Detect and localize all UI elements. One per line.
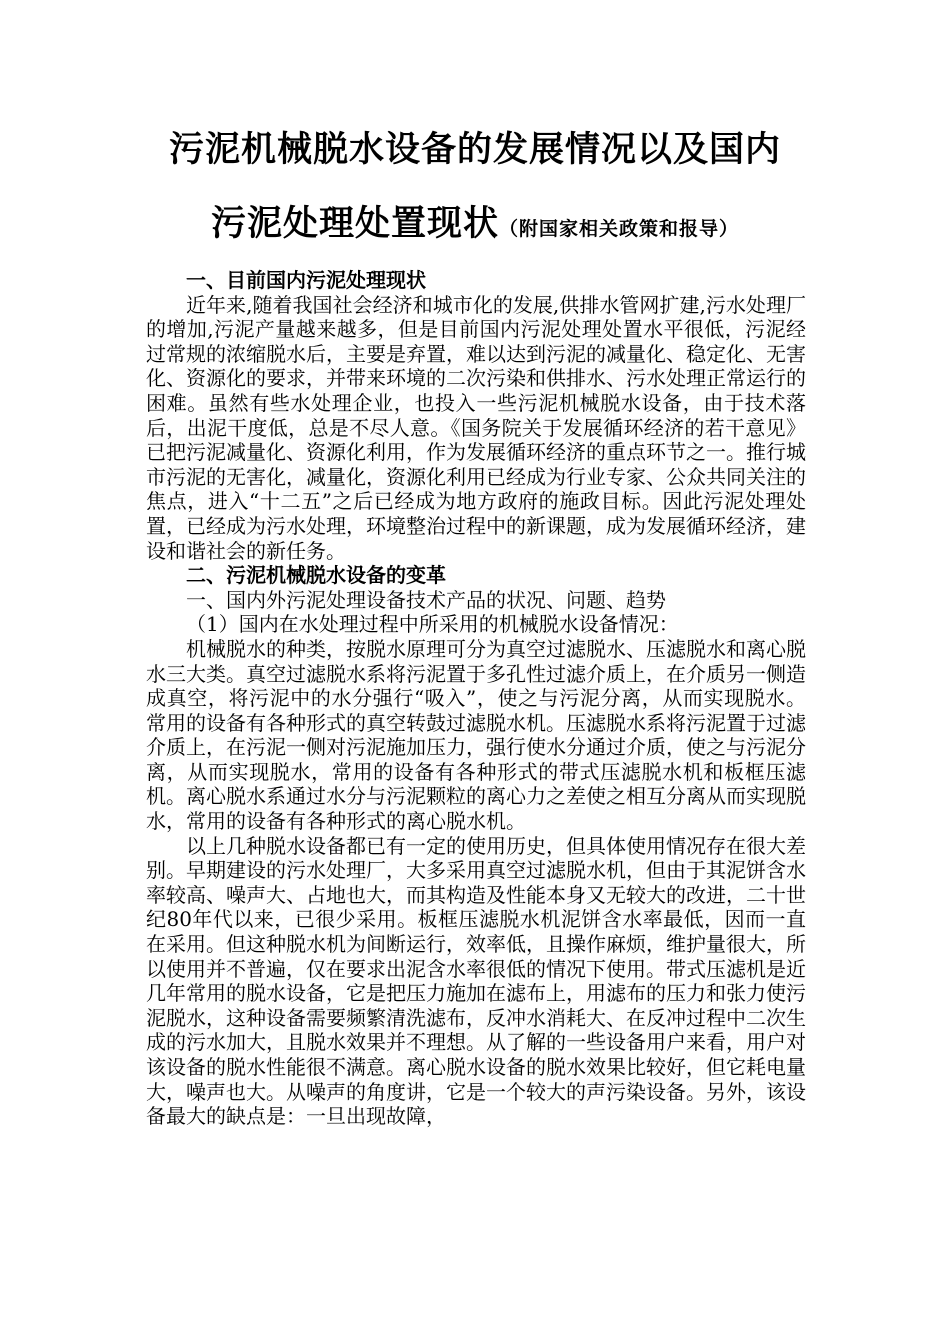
document-body [146, 268, 806, 1129]
document-title-main: 污泥处理处置现状 [210, 203, 499, 244]
paragraph-equipment-history: 以上几种脱水设备都已有一定的使用历史，但具体使用情况存在很大差别。早期建设的污水处理厂，大多采用真空过滤脱水机，但由于其泥饼含水率较高、噪声大、占地也大，而其构造及性能本身又无较大的改进，二十世纪80年代以来，已很少采用。板框压滤脱水机泥饼含水率最低，因而一直在采用。但这种脱水机为间断运行，效率低，且操作麻烦，维护量很大，所以使用并不普遍，仅在要求出泥含水率很低的情况下使用。带式压滤机是近几年常用的脱水设备，它是把压力施加在滤布上，用滤布的压力和张力使污泥脱水，这种设备需要频繁清洗滤布，反冲水消耗大、在反冲过程中二次生成的污水加大，且脱水效果并不理想。从了解的一些设备用户来看，用户对该设备的脱水性能很不满意。离心脱水设备的脱水效果比较好，但它耗电量大，噪声也大。从噪声的角度讲，它是一个较大的声污染设备。另外，该设备最大的缺点是：一旦出现故障， [146, 833, 806, 1129]
section-heading-2: 二、污泥机械脱水设备的变革 [186, 563, 446, 588]
document-title-line-1: 污泥机械脱水设备的发展情况以及国内 [168, 129, 781, 170]
paragraph-dewatering-types: 机械脱水的种类，按脱水原理可分为真空过滤脱水、压滤脱水和离心脱水三大类。真空过滤脱水系将污泥置于多孔性过滤介质上，在介质另一侧造成真空，将污泥中的水分强行“吸入”，使之与污泥分离，从而实现脱水。常用的设备有各种形式的真空转鼓过滤脱水机。压滤脱水系将污泥置于过滤介质上，在污泥一侧对污泥施加压力，强行使水分通过介质，使之与污泥分离，从而实现脱水，常用的设备有各种形式的带式压滤脱水机和板框压滤机。离心脱水系通过水分与污泥颗粒的离心力之差使之相互分离从而实现脱水，常用的设备有各种形式的离心脱水机。 [146, 636, 806, 834]
subsection-heading: 一、国内外污泥处理设备技术产品的状况、问题、趋势 [186, 587, 666, 612]
subsection-item-1: （1）国内在水处理过程中所采用的机械脱水设备情况： [186, 612, 679, 637]
paragraph-intro: 近年来,随着我国社会经济和城市化的发展,供排水管网扩建,污水处理厂的增加,污泥产量越来越多，但是目前国内污泥处理处置水平很低，污泥经过常规的浓缩脱水后，主要是弃置，难以达到污泥的减量化、稳定化、无害化、资源化的要求，并带来环境的二次污染和供排水、污水处理正常运行的困难。虽然有些水处理企业，也投入一些污泥机械脱水设备，由于技术落后，出泥干度低，总是不尽人意。《国务院关于发展循环经济的若干意见》已把污泥减量化、资源化利用，作为发展循环经济的重点环节之一。推行城市污泥的无害化，减量化，资源化利用已经成为行业专家、公众共同关注的焦点，进入“十二五”之后已经成为地方政府的施政目标。因此污泥处理处置，已经成为污水处理，环境整治过程中的新课题，成为发展循环经济，建设和谐社会的新任务。 [146, 292, 806, 563]
document-title-subtitle: （附国家相关政策和报导） [499, 218, 740, 240]
section-heading-1: 一、目前国内污泥处理现状 [186, 268, 426, 292]
document-title-line-2 [0, 204, 950, 249]
